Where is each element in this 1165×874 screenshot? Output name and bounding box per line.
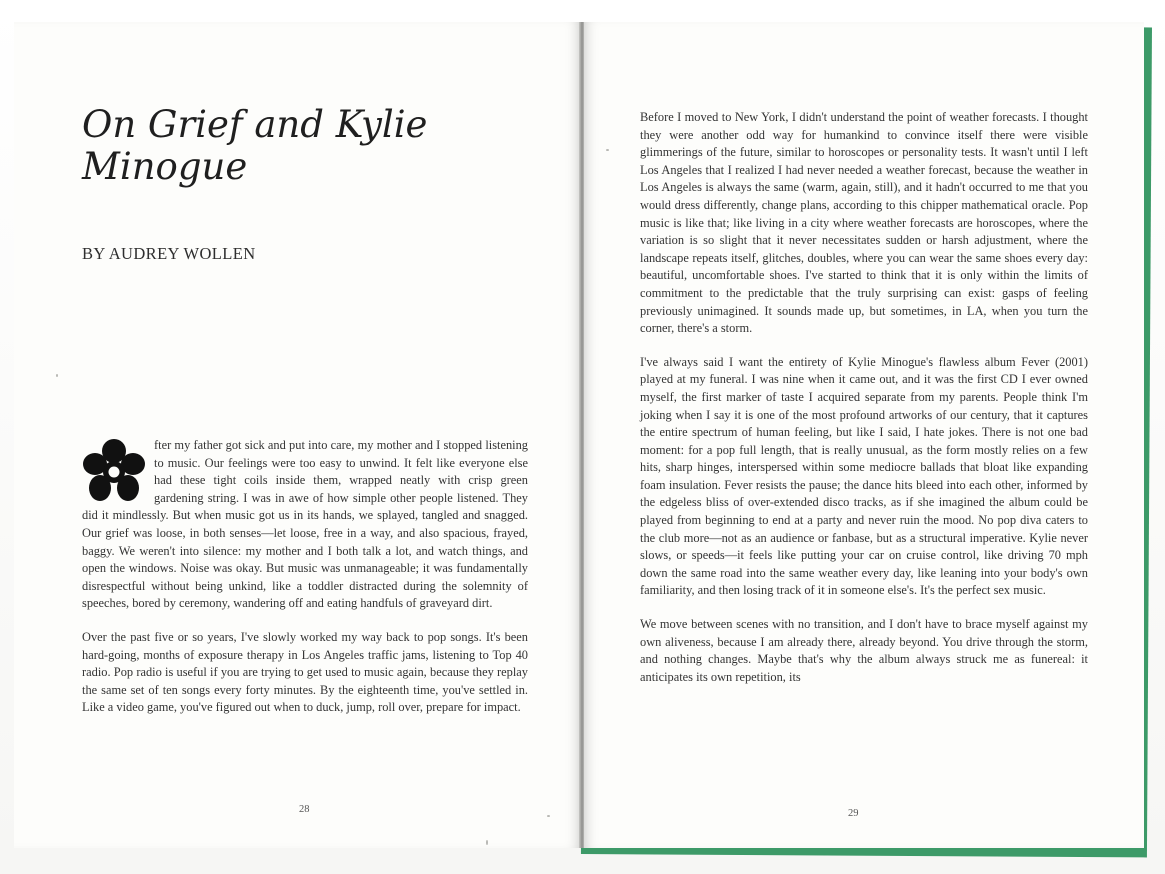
right-page <box>584 22 1144 848</box>
paragraph: I've always said I want the entirety of Kylie Minogue's flawless album Fever (2001) played at my funeral. I was nine when it came out, and it was the first CD I ever owned myself, the first marker of taste I acquired separate from my parents. People think I'm joking when I say it is one of the most profound artworks of our century, that it captures the entire spectrum of human feeling, but like I said, I hate jokes. There is not one bad moment: for a pop full length, that is really unusual, as the form mostly relies on a few hits, sharp hinges, interspersed within some mediocre ballads that bloat like expanding foam insulation. Fever resists the pause; the dance hits bleed into each other, informed by the edgeless bliss of over-extended disco tracks, as if she imagined the album could be played from beginning to end at a party and never ruin the mood. No pop diva caters to the club more—not as an audience or fanbase, but as a structural imperative. Kylie never slows, or speeds—it feels like putting your car on cruise control, like driving 70 mph down the same road into the same weather every day, like leaning into your body's own familiarity, and then losing track of it in someone else's. It's the perfect sex music. <box>640 354 1088 598</box>
page-spread <box>14 22 1152 848</box>
scan-speck <box>606 149 609 151</box>
paragraph: Over the past five or so years, I've slowly worked my way back to pop songs. It's been hard-going, months of exposure therapy in Los Angeles traffic jams, listening to Top 40 radio. Pop radio is useful if you are trying to get used to music again, because they replay the same set of ten songs every forty minutes. By the eighteenth time, you've settled in. Like a video game, you've figured out when to duck, jump, roll over, prepare for impact. <box>82 629 528 715</box>
article-title: On Grief and Kylie Minogue <box>82 103 428 188</box>
scan-speck <box>56 374 58 377</box>
left-page <box>14 22 580 848</box>
right-body-text <box>640 109 1088 686</box>
author-byline: BY AUDREY WOLLEN <box>82 244 256 263</box>
left-body-text <box>82 437 528 717</box>
paragraph: Before I moved to New York, I didn't understand the point of weather forecasts. I thought they were another odd way for humankind to convince itself there were visible glimmerings of the future, similar to horoscopes or personality tests. It wasn't until I left Los Angeles that I realized I had never needed a weather forecast, because the weather in Los Angeles is always the same (warm, again, still), and it hadn't occurred to me that you would dress differently, change plans, according to this chipper mathematical oracle. Pop music is like that; like living in a city where weather forecasts are horoscopes, where the variation is so slight that it never necessitates sudden or harsh adjustment, where the landscape repeats itself, glitches, doubles, where you can wear the same shoes every day: beautiful, uncomfortable shoes. I've started to think that it is only within the limits of commitment to the predictable that the truly surprising can exist: gasps of feeling previously unimagined. It sounds made up, but sometimes, in LA, when you turn the corner, there's a storm. <box>640 110 1088 336</box>
page-number: 29 <box>848 808 859 819</box>
paragraph: We move between scenes with no transition, and I don't have to brace myself against my own aliveness, because I am already there, already beyond. You drive through the storm, and nothing changes. Maybe that's why the album always struck me as funereal: it anticipates its own repetition, its <box>640 617 1088 684</box>
flower-dropcap-icon <box>82 438 146 504</box>
scan-speck <box>486 840 488 845</box>
scan-speck <box>547 815 550 817</box>
paragraph: fter my father got sick and put into care, my mother and I stopped listening to music. Our feelings were too easy to unwind. It felt like everyone else had these tight coils inside them, wrapped neatly with crisp green gardening string. I was in awe of how simple other people listened. They did it mindlessly. But when music got us in its hands, we splayed, tangled and snagged. Our grief was loose, in both senses—let loose, free in a way, and also spacious, frayed, baggy. We weren't into silence: my mother and I both talk a lot, and watch things, and open the windows. Noise was okay. But music was unmanageable; it was fundamentally disrespectful without being unkind, like a toddler distracted during the solemnity of speeches, bored by ceremony, wandering off and eating handfuls of graveyard dirt. <box>82 438 528 611</box>
page-number: 28 <box>299 804 310 815</box>
